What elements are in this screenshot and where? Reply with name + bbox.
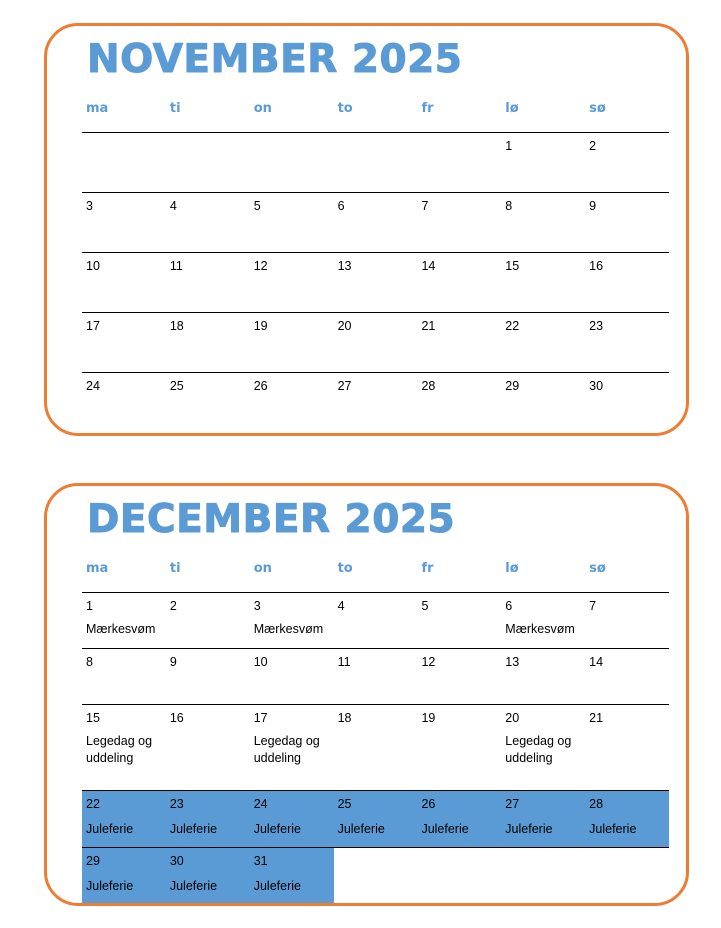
day-cell [501, 133, 585, 192]
day-event: Juleferie [86, 822, 134, 836]
day-cell [585, 193, 669, 252]
day-cell [250, 705, 334, 790]
weekday-label: ma [86, 101, 109, 116]
weekday-label: to [337, 561, 353, 576]
day-cell [82, 791, 166, 847]
empty-day-cell [417, 133, 501, 192]
day-number: 28 [421, 379, 436, 393]
day-number: 30 [589, 379, 604, 393]
day-cell [501, 253, 585, 312]
day-cell [334, 193, 418, 252]
day-number: 28 [589, 797, 604, 811]
day-number: 24 [253, 797, 268, 811]
day-event: Juleferie [86, 879, 134, 893]
day-cell [417, 649, 501, 704]
empty-day-cell [417, 848, 501, 903]
day-cell [250, 313, 334, 372]
day-number: 23 [169, 797, 184, 811]
week-row [82, 133, 669, 193]
day-cell [82, 313, 166, 372]
day-event: Mærkesvøm [253, 622, 324, 636]
day-cell [334, 649, 418, 704]
day-number: 18 [169, 319, 184, 333]
day-cell [82, 593, 166, 648]
month-title: NOVEMBER 2025 [87, 37, 463, 82]
day-cell [334, 705, 418, 790]
day-cell [166, 791, 250, 847]
day-number: 24 [86, 379, 100, 393]
day-number: 30 [169, 854, 184, 868]
day-number: 26 [253, 379, 268, 393]
day-cell [166, 848, 250, 903]
day-number: 21 [421, 319, 436, 333]
day-number: 26 [421, 797, 436, 811]
day-number: 6 [337, 199, 345, 213]
day-number: 23 [589, 319, 604, 333]
empty-day-cell [334, 133, 418, 192]
day-event: Juleferie [253, 822, 301, 836]
day-number: 17 [86, 319, 100, 333]
empty-day-cell [250, 133, 334, 192]
day-number: 11 [169, 259, 183, 273]
week-row [82, 313, 669, 373]
november-calendar [44, 23, 689, 436]
day-number: 9 [589, 199, 597, 213]
day-number: 13 [505, 655, 520, 669]
day-cell [585, 705, 669, 790]
day-number: 22 [505, 319, 520, 333]
day-cell [585, 253, 669, 312]
weekday-label: sø [589, 561, 606, 576]
day-number: 20 [337, 319, 352, 333]
day-event: Legedag og uddeling [86, 734, 153, 765]
day-cell [585, 791, 669, 847]
day-number: 27 [337, 379, 352, 393]
day-number: 10 [253, 655, 268, 669]
weekday-label: ti [169, 101, 181, 116]
day-event: Juleferie [505, 822, 553, 836]
day-number: 16 [589, 259, 604, 273]
day-cell [166, 705, 250, 790]
week-row [82, 649, 669, 705]
weekday-label: lø [505, 101, 519, 116]
week-row [82, 848, 669, 903]
day-cell [417, 313, 501, 372]
month-title: DECEMBER 2025 [87, 497, 456, 542]
empty-day-cell [166, 133, 250, 192]
day-cell [417, 705, 501, 790]
day-cell [585, 313, 669, 372]
day-cell [166, 313, 250, 372]
day-number: 10 [86, 259, 100, 273]
day-number: 31 [253, 854, 268, 868]
day-number: 15 [505, 259, 520, 273]
week-rows [82, 133, 669, 432]
day-cell [585, 373, 669, 432]
day-number: 4 [337, 599, 345, 613]
day-number: 3 [253, 599, 261, 613]
day-event: Legedag og uddeling [505, 734, 572, 765]
day-cell [417, 791, 501, 847]
day-cell [501, 791, 585, 847]
day-cell [82, 705, 166, 790]
day-cell [501, 193, 585, 252]
empty-day-cell [82, 133, 166, 192]
day-number: 2 [169, 599, 177, 613]
empty-day-cell [585, 848, 669, 903]
day-number: 12 [421, 655, 436, 669]
day-event: Juleferie [253, 879, 301, 893]
day-cell [501, 649, 585, 704]
day-number: 1 [86, 599, 93, 613]
day-cell [250, 373, 334, 432]
month-grid [82, 96, 669, 432]
day-number: 8 [505, 199, 513, 213]
day-number: 29 [86, 854, 100, 868]
day-number: 4 [169, 199, 177, 213]
weekday-label: fr [421, 561, 434, 576]
weekday-label: lø [505, 561, 519, 576]
week-row [82, 705, 669, 791]
day-number: 25 [337, 797, 352, 811]
day-cell [334, 373, 418, 432]
week-row [82, 791, 669, 848]
day-number: 19 [253, 319, 268, 333]
day-cell [82, 253, 166, 312]
day-cell [501, 593, 585, 648]
day-cell [585, 593, 669, 648]
empty-day-cell [501, 848, 585, 903]
weekday-label: ma [86, 561, 109, 576]
day-number: 2 [589, 139, 597, 153]
day-number: 14 [421, 259, 436, 273]
day-number: 17 [253, 711, 268, 725]
day-cell [250, 649, 334, 704]
day-cell [501, 705, 585, 790]
week-row [82, 193, 669, 253]
day-number: 7 [421, 199, 429, 213]
weekday-header [82, 96, 669, 133]
day-number: 20 [505, 711, 520, 725]
weekday-label: ti [169, 561, 181, 576]
day-number: 14 [589, 655, 604, 669]
day-number: 18 [337, 711, 352, 725]
day-number: 25 [169, 379, 184, 393]
day-cell [166, 373, 250, 432]
day-number: 5 [421, 599, 429, 613]
week-row [82, 253, 669, 313]
weekday-header [82, 556, 669, 593]
weekday-label: on [253, 101, 272, 116]
day-event: Juleferie [169, 822, 218, 836]
weekday-label: sø [589, 101, 606, 116]
day-cell [250, 193, 334, 252]
day-number: 3 [86, 199, 93, 213]
week-row [82, 593, 669, 649]
december-calendar [44, 483, 689, 906]
day-number: 7 [589, 599, 597, 613]
day-cell [501, 313, 585, 372]
day-number: 8 [86, 655, 93, 669]
day-event: Juleferie [421, 822, 469, 836]
month-grid [82, 556, 669, 903]
day-number: 9 [169, 655, 177, 669]
day-cell [250, 848, 334, 903]
day-event: Juleferie [589, 822, 637, 836]
day-cell [166, 253, 250, 312]
day-cell [250, 593, 334, 648]
day-cell [250, 253, 334, 312]
week-row [82, 373, 669, 432]
day-number: 16 [169, 711, 184, 725]
day-number: 19 [421, 711, 436, 725]
day-cell [334, 593, 418, 648]
weekday-label: on [253, 561, 272, 576]
day-number: 11 [337, 655, 351, 669]
day-number: 12 [253, 259, 268, 273]
day-number: 21 [589, 711, 604, 725]
day-number: 29 [505, 379, 520, 393]
day-cell [585, 649, 669, 704]
day-cell [166, 193, 250, 252]
day-number: 1 [505, 139, 513, 153]
day-cell [82, 649, 166, 704]
day-number: 13 [337, 259, 352, 273]
day-cell [166, 593, 250, 648]
day-cell [417, 593, 501, 648]
day-cell [166, 649, 250, 704]
day-event: Juleferie [337, 822, 385, 836]
day-event: Legedag og uddeling [253, 734, 320, 765]
day-cell [417, 193, 501, 252]
day-event: Mærkesvøm [505, 622, 575, 636]
day-cell [82, 373, 166, 432]
day-cell [250, 791, 334, 847]
week-rows [82, 593, 669, 903]
empty-day-cell [334, 848, 418, 903]
day-cell [334, 313, 418, 372]
day-cell [334, 791, 418, 847]
day-cell [501, 373, 585, 432]
day-cell [82, 848, 166, 903]
day-number: 27 [505, 797, 520, 811]
day-number: 22 [86, 797, 100, 811]
day-number: 6 [505, 599, 513, 613]
day-number: 5 [253, 199, 261, 213]
day-cell [585, 133, 669, 192]
day-event: Juleferie [169, 879, 218, 893]
day-number: 15 [86, 711, 100, 725]
day-cell [82, 193, 166, 252]
weekday-label: to [337, 101, 353, 116]
day-event: Mærkesvøm [86, 622, 156, 636]
day-cell [334, 253, 418, 312]
weekday-label: fr [421, 101, 434, 116]
day-cell [417, 253, 501, 312]
day-cell [417, 373, 501, 432]
